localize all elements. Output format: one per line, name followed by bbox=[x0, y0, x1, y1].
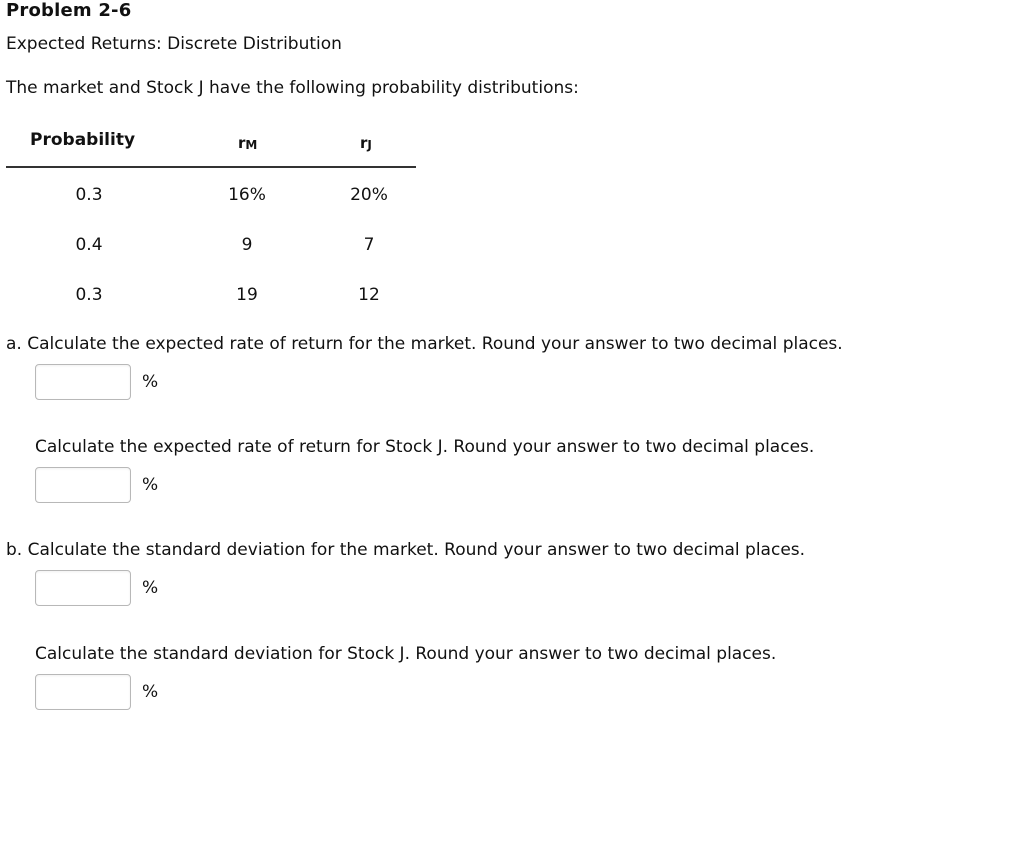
header-rm-sub: M bbox=[245, 138, 258, 152]
unit-percent: % bbox=[142, 372, 159, 392]
cell-rm-row1: 16% bbox=[228, 185, 266, 205]
cell-probability-row2: 0.4 bbox=[75, 235, 103, 255]
cell-rm-row3: 19 bbox=[236, 285, 258, 305]
question-b-stock-j-std-dev: Calculate the standard deviation for Stock J. Round your answer to two decimal places. bbox=[35, 644, 777, 664]
header-rm-base: r bbox=[238, 134, 246, 152]
header-rj-base: r bbox=[360, 134, 368, 152]
answer-input-market-expected-return[interactable] bbox=[35, 364, 131, 400]
unit-percent: % bbox=[142, 578, 159, 598]
question-b-market-std-dev: b. Calculate the standard deviation for the market. Round your answer to two decimal places. bbox=[6, 540, 806, 560]
unit-percent: % bbox=[142, 475, 159, 495]
cell-rj-row1: 20% bbox=[350, 185, 388, 205]
cell-probability-row1: 0.3 bbox=[75, 185, 103, 205]
cell-rj-row3: 12 bbox=[358, 285, 380, 305]
cell-rj-row2: 7 bbox=[363, 235, 375, 255]
problem-subtitle: Expected Returns: Discrete Distribution bbox=[6, 34, 342, 54]
cell-rm-row2: 9 bbox=[241, 235, 253, 255]
answer-input-stock-j-std-dev[interactable] bbox=[35, 674, 131, 710]
cell-probability-row3: 0.3 bbox=[75, 285, 103, 305]
question-a-stock-j-expected: Calculate the expected rate of return for Stock J. Round your answer to two decimal places. bbox=[35, 437, 815, 457]
distribution-table bbox=[6, 128, 416, 308]
header-rj-sub: J bbox=[367, 138, 372, 152]
header-rm bbox=[238, 134, 257, 152]
answer-input-market-std-dev[interactable] bbox=[35, 570, 131, 606]
header-probability: Probability bbox=[30, 130, 136, 150]
question-a-market-expected: a. Calculate the expected rate of return for the market. Round your answer to two decimal places. bbox=[6, 334, 843, 354]
header-rj bbox=[360, 134, 372, 152]
problem-intro: The market and Stock J have the following probability distributions: bbox=[6, 78, 579, 98]
unit-percent: % bbox=[142, 682, 159, 702]
problem-title: Problem 2-6 bbox=[6, 0, 132, 21]
answer-input-stock-j-expected-return[interactable] bbox=[35, 467, 131, 503]
table-header-rule bbox=[6, 166, 416, 168]
